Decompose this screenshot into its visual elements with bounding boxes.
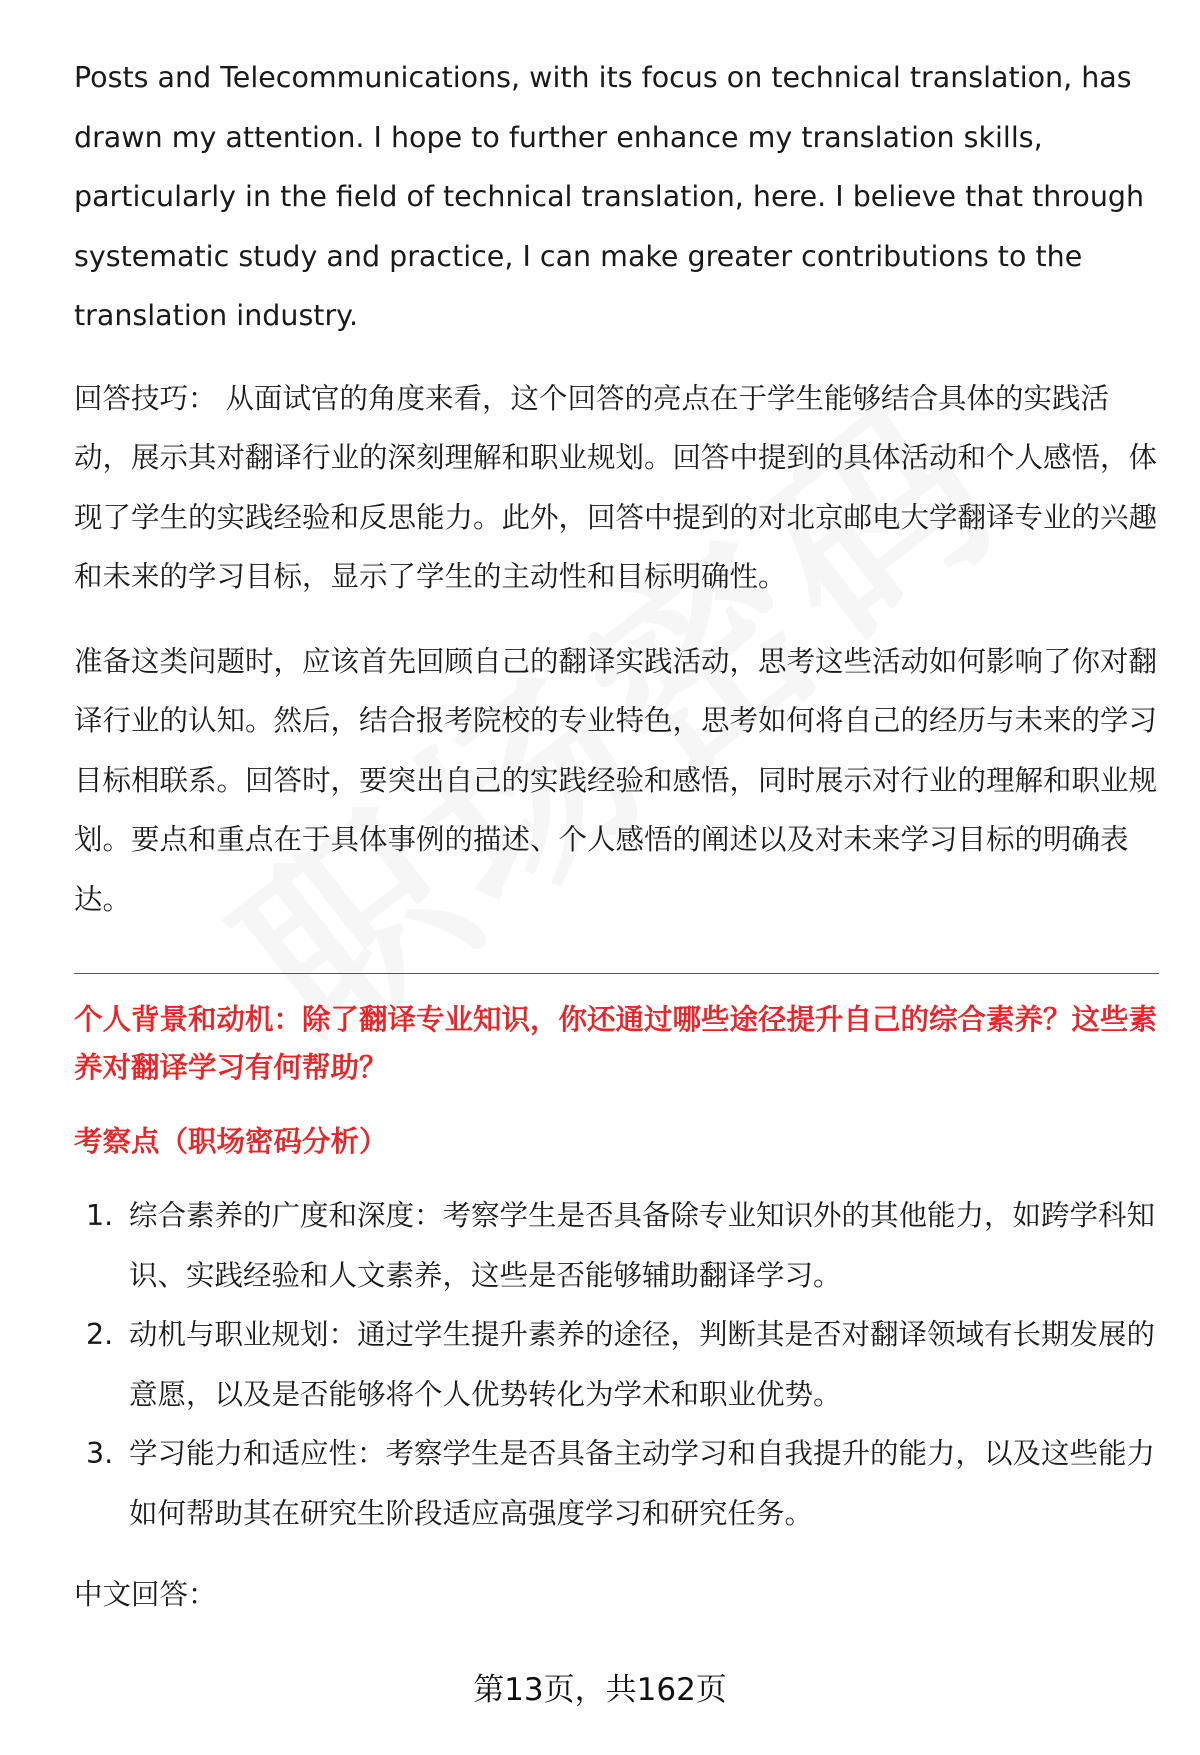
prep-paragraph: 准备这类问题时，应该首先回顾自己的翻译实践活动，思考这些活动如何影响了你对翻译行业的认知。然后，结合报考院校的专业特色，思考如何将自己的经历与未来的学习目标相联系。回答时，要突出自己的实践经验和感悟，同时展示对行业的理解和职业规划。要点和重点在于具体事例的描述、个人感悟的阐述以及对未来学习目标的明确表达。: [74, 644, 1158, 916]
answer-label: 中文回答：: [74, 1578, 217, 1611]
list-item-number: 3.: [86, 1437, 114, 1470]
list-item: [74, 1305, 1159, 1424]
page-footer: 第13页，共162页: [473, 1672, 727, 1708]
list-item-text: 综合素养的广度和深度：考察学生是否具备除专业知识外的其他能力，如跨学科知识、实践经验和人文素养，这些是否能够辅助翻译学习。: [129, 1199, 1156, 1292]
list-item-text: 动机与职业规划：通过学生提升素养的途径，判断其是否对翻译领域有长期发展的意愿，以及是否能够将个人优势转化为学术和职业优势。: [129, 1318, 1156, 1411]
list-item: [74, 1186, 1159, 1305]
list-item-number: 1.: [86, 1199, 114, 1232]
tips-paragraph: 回答技巧： 从面试官的角度来看，这个回答的亮点在于学生能够结合具体的实践活动，展示其对翻译行业的深刻理解和职业规划。回答中提到的具体活动和个人感悟，体现了学生的实践经验和反思能力。此外，回答中提到的对北京邮电大学翻译专业的兴趣和未来的学习目标，显示了学生的主动性和目标明确性。: [74, 381, 1158, 593]
list-item-text: 学习能力和适应性：考察学生是否具备主动学习和自我提升的能力，以及这些能力如何帮助其在研究生阶段适应高强度学习和研究任务。: [129, 1437, 1156, 1530]
analysis-heading: 考察点（职场密码分析）: [74, 1125, 388, 1158]
analysis-list: [74, 1186, 1159, 1543]
section-divider: [74, 973, 1159, 974]
list-item-number: 2.: [86, 1318, 114, 1351]
intro-paragraph: Posts and Telecommunications, with its focus on technical translation, has drawn my attention. I hope to further enhance my translation skills, particularly in the field of technical translation, here. I believe that through systematic study and practice, I can make greater contributions to the translation industry.: [74, 61, 1145, 332]
page-content: [74, 48, 1159, 1625]
list-item: [74, 1424, 1159, 1543]
question-heading: 个人背景和动机：除了翻译专业知识，你还通过哪些途径提升自己的综合素养？这些素养对翻译学习有何帮助？: [74, 1003, 1158, 1084]
